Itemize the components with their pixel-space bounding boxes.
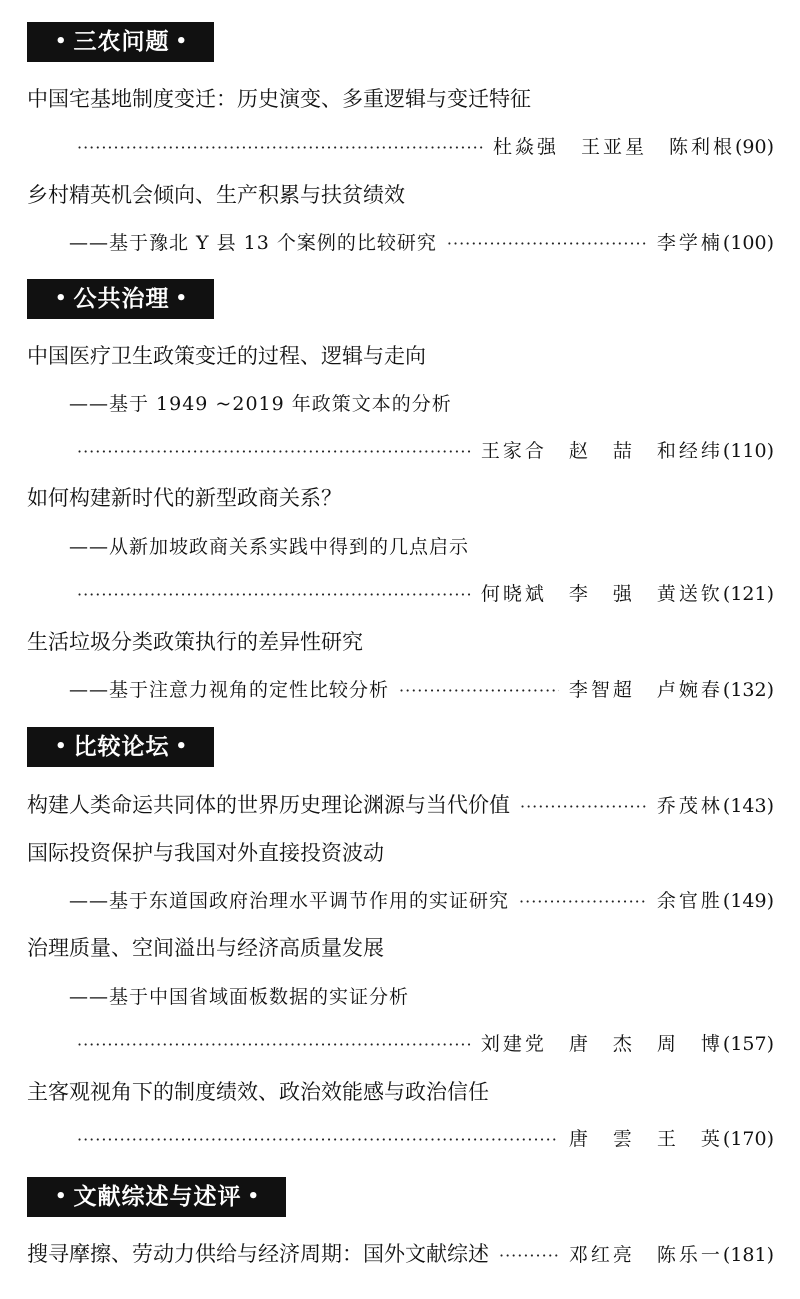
entry-authors: 唐 雲 王 英 xyxy=(568,1128,723,1150)
entry-page: (157) xyxy=(722,1033,774,1055)
entry-page: (149) xyxy=(722,890,774,912)
toc-entry-line[interactable] xyxy=(27,437,774,465)
dot-leader xyxy=(520,793,647,821)
entry-title[interactable]: 中国医疗卫生政策变迁的过程、逻辑与走向 xyxy=(27,344,426,368)
entry-authors: 王家合 赵 喆 和经纬 xyxy=(480,440,723,462)
entry-title: 搜寻摩擦、劳动力供给与经济周期：国外文献综述 xyxy=(27,1242,489,1266)
section-header: • 比较论坛 • xyxy=(27,727,214,767)
toc-entry-line[interactable] xyxy=(27,676,774,704)
dot-leader xyxy=(519,888,647,916)
entry-authors: 李学楠 xyxy=(656,232,723,254)
entry-page: (100) xyxy=(722,232,774,254)
section-title: 文献综述与述评 xyxy=(73,1184,242,1210)
entry-page: (143) xyxy=(722,795,774,817)
entry-page: (181) xyxy=(722,1244,774,1266)
entry-authors: 乔茂林 xyxy=(656,795,723,817)
entry-subtitle: ——基于东道国政府治理水平调节作用的实证研究 xyxy=(69,890,510,912)
dot-leader xyxy=(77,1031,471,1059)
toc-entry-line[interactable] xyxy=(27,229,774,257)
entry-authors: 何晓斌 李 强 黄送钦 xyxy=(480,583,723,605)
entry-page: (121) xyxy=(722,583,774,605)
section-header: • 三农问题 • xyxy=(27,22,214,62)
dot-leader xyxy=(499,1242,559,1270)
section-header: • 公共治理 • xyxy=(27,279,214,319)
section-title: 三农问题 xyxy=(73,29,170,55)
toc-entry-line[interactable] xyxy=(27,133,774,161)
entry-subtitle: ——基于 1949 ~2019 年政策文本的分析 xyxy=(69,393,452,415)
entry-authors: 邓红亮 陈乐一 xyxy=(568,1244,723,1266)
entry-title[interactable]: 如何构建新时代的新型政商关系？ xyxy=(27,486,342,510)
dot-leader xyxy=(77,134,483,162)
entry-authors: 刘建党 唐 杰 周 博 xyxy=(480,1033,723,1055)
entry-title[interactable]: 治理质量、空间溢出与经济高质量发展 xyxy=(27,936,384,960)
entry-subtitle: ——从新加坡政商关系实践中得到的几点启示 xyxy=(69,536,470,558)
entry-authors: 李智超 卢婉春 xyxy=(568,679,723,701)
entry-page: (170) xyxy=(722,1128,774,1150)
entry-subtitle: ——基于豫北 Y 县 13 个案例的比较研究 xyxy=(69,232,437,254)
entry-title: 构建人类命运共同体的世界历史理论渊源与当代价值 xyxy=(27,793,510,817)
toc-entry-line[interactable] xyxy=(27,887,774,915)
entry-title[interactable]: 中国宅基地制度变迁：历史演变、多重逻辑与变迁特征 xyxy=(27,87,531,111)
dot-leader xyxy=(77,1126,559,1154)
dot-leader xyxy=(77,581,471,609)
entry-authors: 余官胜 xyxy=(656,890,723,912)
entry-subtitle: ——基于中国省域面板数据的实证分析 xyxy=(69,986,410,1008)
section-title: 比较论坛 xyxy=(73,734,170,760)
entry-title[interactable]: 生活垃圾分类政策执行的差异性研究 xyxy=(27,630,363,654)
entry-title[interactable]: 乡村精英机会倾向、生产积累与扶贫绩效 xyxy=(27,183,405,207)
toc-entry-line[interactable] xyxy=(27,580,774,608)
entry-page: (132) xyxy=(722,679,774,701)
toc-entry-line[interactable] xyxy=(27,1125,774,1153)
toc-entry-line[interactable] xyxy=(27,1240,774,1268)
entry-page: (110) xyxy=(722,440,774,462)
entry-title[interactable]: 国际投资保护与我国对外直接投资波动 xyxy=(27,841,384,865)
dot-leader xyxy=(399,677,559,705)
entry-authors: 杜焱强 王亚星 陈利根 xyxy=(492,136,735,158)
entry-title[interactable]: 主客观视角下的制度绩效、政治效能感与政治信任 xyxy=(27,1080,489,1104)
section-title: 公共治理 xyxy=(73,286,170,312)
toc-entry-line[interactable] xyxy=(27,1030,774,1058)
toc-entry-line[interactable] xyxy=(27,791,774,819)
section-header: • 文献综述与述评 • xyxy=(27,1177,286,1217)
dot-leader xyxy=(77,438,471,466)
entry-page: (90) xyxy=(734,136,774,158)
entry-subtitle: ——基于注意力视角的定性比较分析 xyxy=(69,679,390,701)
dot-leader xyxy=(447,230,647,258)
